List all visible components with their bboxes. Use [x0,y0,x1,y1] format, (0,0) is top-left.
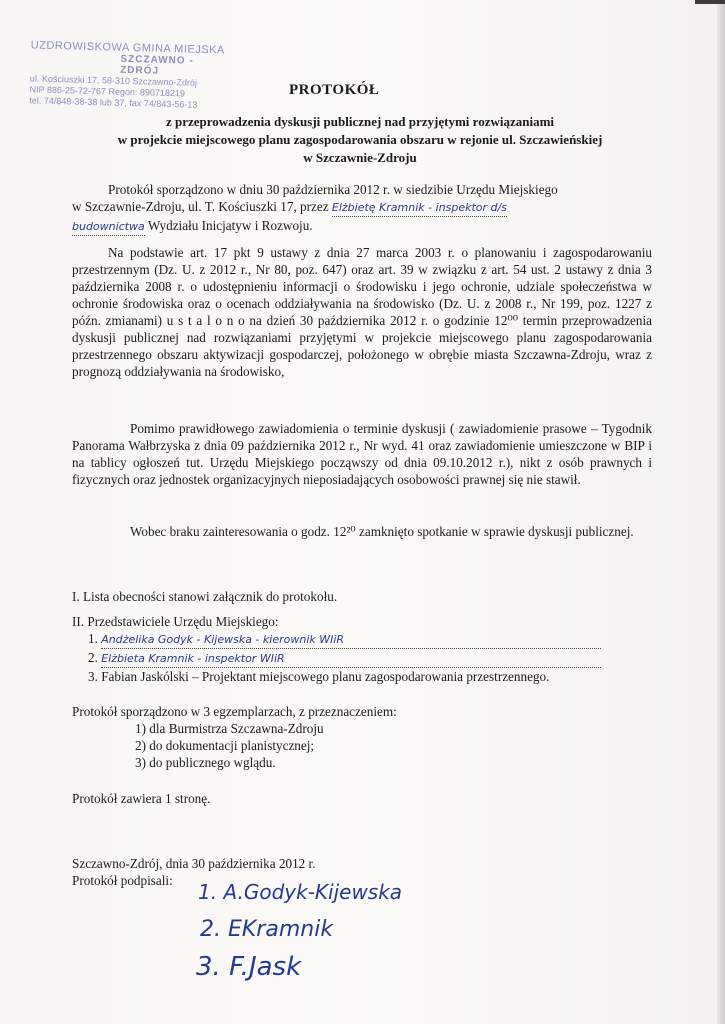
signature-2: 2. EKramnik [200,917,334,942]
handwritten-name: Andżelika Godyk - Kijewska - kierownik WIiR [101,631,601,649]
place-date: Szczawno-Zdrój, dnia 30 października 2012 r. [72,856,316,871]
stamp-line: NIP 886-25-72-767 Regon: 890718219 [29,84,186,99]
document-subtitle [60,113,660,167]
signature-1: 1. A.Godyk-Kijewska [198,880,403,904]
representatives-heading: II. Przedstawiciele Urzędu Miejskiego: [72,614,279,629]
stamp-line: ul. Kościuszki 17, 58-310 Szczawno-Zdrój [29,73,198,88]
representative-1 [88,630,628,649]
subtitle-line: w projekcie miejscowego planu zagospodarowania obszaru w rejonie ul. Szczawieńskiej [117,132,603,147]
signed-by-label: Protokół podpisali: [72,873,173,888]
document-title: PROTOKÓŁ [289,82,380,98]
intro-text: Wydziału Inicjatyw i Rozwoju. [144,218,313,233]
intro-line [72,198,652,217]
page-count: Protokół zawiera 1 stronę. [72,791,211,806]
intro-line: Protokół sporządzono w dniu 30 października 2012 r. w siedzibie Urzędu Miejskiego [108,182,558,197]
intro-text: w Szczawnie-Zdroju, ul. T. Kościuszki 17, przez [72,199,332,214]
subtitle-line: z przeprowadzenia dyskusji publicznej nad przyjętymi rozwiązaniami [165,114,555,129]
list-item: 1) dla Burmistrza Szczawna-Zdroju [135,721,324,736]
copies-list [135,720,324,771]
stamp-line: UZDROWISKOWA GMINA MIEJSKA [30,39,225,57]
closing-paragraph: Wobec braku zainteresowania o godz. 12²⁰ zamknięto spotkanie w sprawie dyskusji publicznej. [130,524,634,539]
intro-paragraph [72,181,652,236]
stamp-line: SZCZAWNO - ZDRÓJ [119,53,194,77]
office-stamp [29,39,231,111]
legal-basis-paragraph: Na podstawie art. 17 pkt 9 ustawy z dnia 27 marca 2003 r. o planowaniu i zagospodarowaniu przestrzennym (Dz. U. z 2012 r., Nr 80, poz. 647) oraz art. 39 w związku z art. 54 ust. 2 ustawy z dnia 3 października 2008 r. o udostępnieniu informacji o środowisku i jego ochronie, udziale społeczeństwa w ochronie środowiska oraz o ocenach oddziaływania na środowisko (Dz. U. z 2008 r., Nr 199, poz. 1227 z późn. zmianami) u s t a l o n o na dzień 30 października 2012 r. o godzinie 12⁰⁰ termin przeprowadzenia dyskusji publicznej nad rozwiązaniami przyjętymi w projekcie miejscowego planu zagospodarowania przestrzennego obszaru aktywizacji gospodarczej, położonego w obrębie miasta Szczawna-Zdroju, wraz z prognozą oddziaływania na środowisko, [72,245,652,379]
list-number: 2. [88,650,98,665]
list-item: 3) do publicznego wglądu. [135,755,276,770]
representative-3: 3. Fabian Jaskólski – Projektant miejscowego planu zagospodarowania przestrzennego. [88,669,550,684]
handwritten-name: Elżbieta Kramnik - inspektor WIiR [101,650,601,668]
notification-paragraph: Pomimo prawidłowego zawiadomienia o terminie dyskusji ( zawiadomienie prasowe – Tygodnik Panorama Wałbrzyska z dnia 09 października 2012 r., Nr wyd. 41 oraz zawiadomienie umieszczone w BIP i na tablicy ogłoszeń tut. Urzędu Miejskiego począwszy od dnia 09.10.2012 r.), nikt z osób prawnych i fizycznych oraz jednostek organizacyjnych nieposiadających osobowości prawnej się nie stawił. [72,421,652,487]
handwritten-name: Elżbietę Kramnik - inspektor d/s [332,199,507,217]
copies-intro: Protokół sporządzono w 3 egzemplarzach, z przeznaczeniem: [72,704,397,719]
signature-3: 3. F.Jask [196,952,302,982]
handwritten-title: budownictwa [72,218,145,236]
subtitle-line: w Szczawnie-Zdroju [303,150,417,165]
stamp-line: tel. 74/848-38-38 lub 37, fax 74/843-56-13 [29,95,198,110]
page-edge [717,0,725,1024]
intro-line [72,217,652,236]
representative-2 [88,649,628,668]
attendance-note: I. Lista obecności stanowi załącznik do protokołu. [72,589,338,604]
list-item: 2) do dokumentacji planistycznej; [135,738,315,753]
list-number: 1. [88,631,98,646]
scan-artifact [695,0,725,4]
